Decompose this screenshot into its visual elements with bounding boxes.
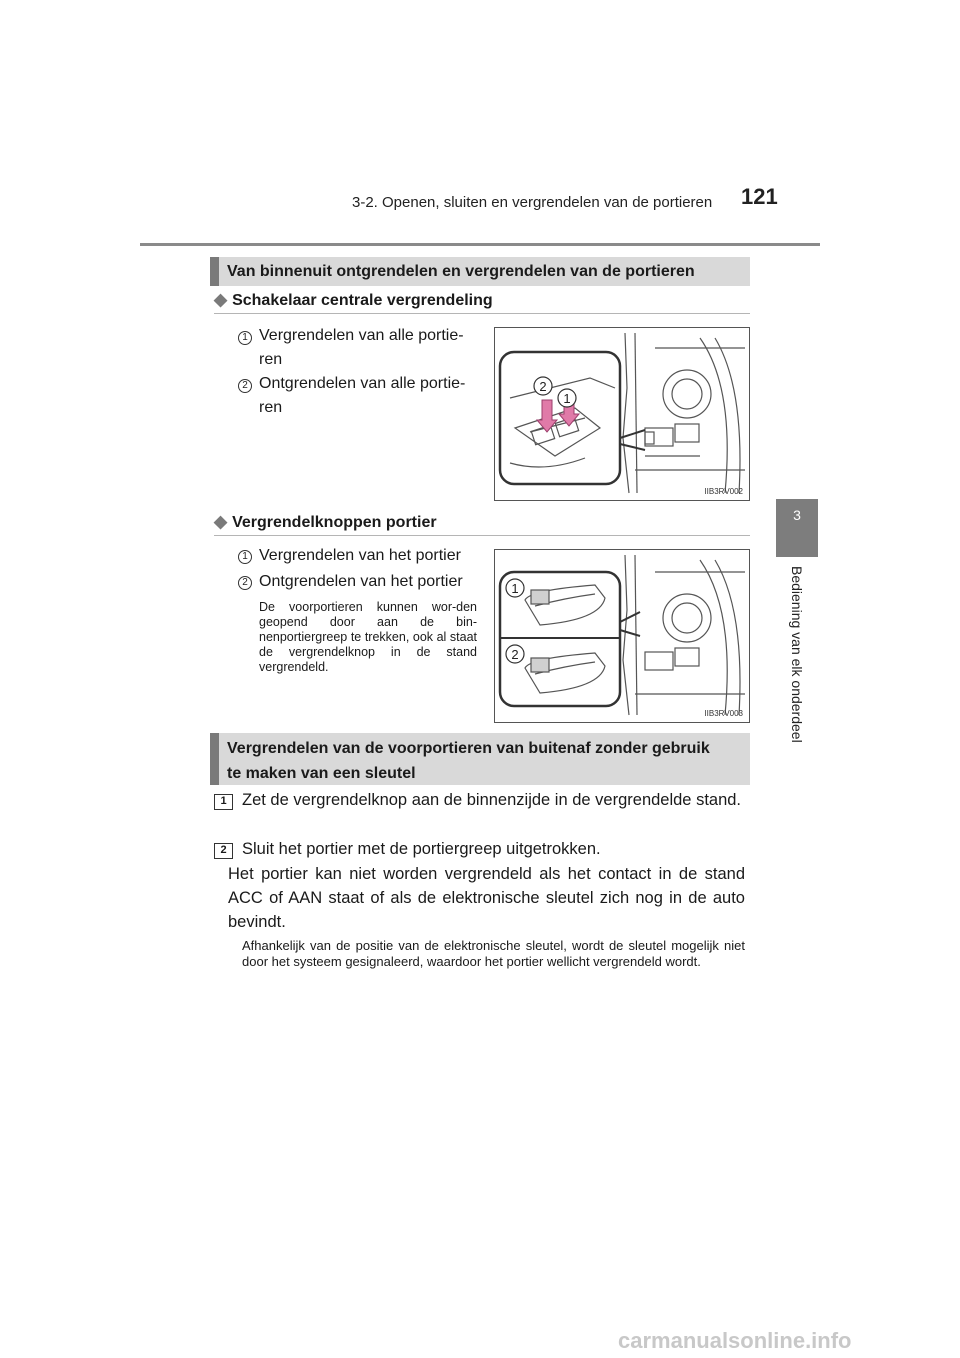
item-number-circle: 1	[238, 550, 252, 564]
step-number-box: 1	[214, 794, 233, 810]
door-handle-illustration	[495, 550, 749, 722]
chapter-tab: 3	[776, 499, 818, 557]
header-divider	[140, 243, 820, 246]
note-front-doors: De voorportieren kunnen wor-den geopend door aan de bin-nenportiergreep te trekken, ook al staat de vergrendelknop in de stand vergrendeld.	[259, 600, 477, 674]
item-number-circle: 2	[238, 576, 252, 590]
section-heading-outside-locking	[210, 733, 750, 785]
subheading-text: Schakelaar centrale vergrendeling	[232, 292, 493, 309]
callout-label: 2	[511, 647, 519, 662]
item-unlock-all-doors	[259, 372, 465, 420]
item-text-line: ren	[259, 351, 283, 368]
chapter-tab-label: Bediening van elk onderdeel	[789, 566, 805, 743]
section-heading-inside-locking: Van binnenuit ontgrendelen en vergrendelen van de portieren	[210, 257, 750, 286]
callout-label: 1	[563, 391, 571, 406]
step-number-box: 2	[214, 843, 233, 859]
figure-code: IIB3RV003	[704, 709, 743, 718]
item-unlock-door: Ontgrendelen van het portier	[259, 573, 463, 590]
subheading-text: Vergrendelknoppen portier	[232, 514, 437, 531]
info-paragraph: Het portier kan niet worden vergrendeld als het contact in de stand ACC of AAN staat of als de elektronische sleutel zich nog in de auto bevindt.	[228, 865, 745, 931]
subheading-divider	[214, 535, 750, 536]
item-text-line: ren	[259, 399, 283, 416]
callout-label: 2	[539, 379, 547, 394]
figure-door-lock-knobs	[494, 549, 750, 723]
page-number: 121	[741, 184, 778, 209]
callout-label: 1	[511, 581, 519, 596]
note-key-detection: Afhankelijk van de positie van de elektronische sleutel, wordt de sleutel mogelijk niet door het systeem gesignaleerd, waardoor het portier wellicht vergrendeld wordt.	[242, 938, 745, 969]
diamond-bullet-icon: ◆	[214, 512, 228, 531]
figure-central-lock-switch	[494, 327, 750, 501]
step-text: Sluit het portier met de portiergreep uitgetrokken.	[242, 840, 601, 858]
dashboard-illustration	[495, 328, 749, 500]
subheading-central-lock-switch	[214, 290, 493, 310]
item-text-line: Ontgrendelen van alle portie-	[259, 375, 466, 392]
heading-line: Vergrendelen van de voorportieren van buitenaf zonder gebruik	[227, 740, 710, 757]
subheading-door-lock-knobs	[214, 512, 437, 532]
chapter-title: 3-2. Openen, sluiten en vergrendelen van de portieren	[352, 194, 713, 211]
item-text-line: Vergrendelen van alle portie-	[259, 327, 464, 344]
item-number-circle: 1	[238, 331, 252, 345]
item-lock-door: Vergrendelen van het portier	[259, 547, 461, 564]
item-lock-all-doors	[259, 324, 464, 372]
item-number-circle: 2	[238, 379, 252, 393]
watermark: carmanualsonline.info	[618, 1328, 852, 1353]
subheading-divider	[214, 313, 750, 314]
diamond-bullet-icon: ◆	[214, 290, 228, 309]
figure-code: IIB3RV002	[704, 487, 743, 496]
step-text: Zet de vergrendelknop aan de binnenzijde in de vergrendelde stand.	[242, 791, 742, 809]
heading-line: te maken van een sleutel	[227, 765, 416, 782]
